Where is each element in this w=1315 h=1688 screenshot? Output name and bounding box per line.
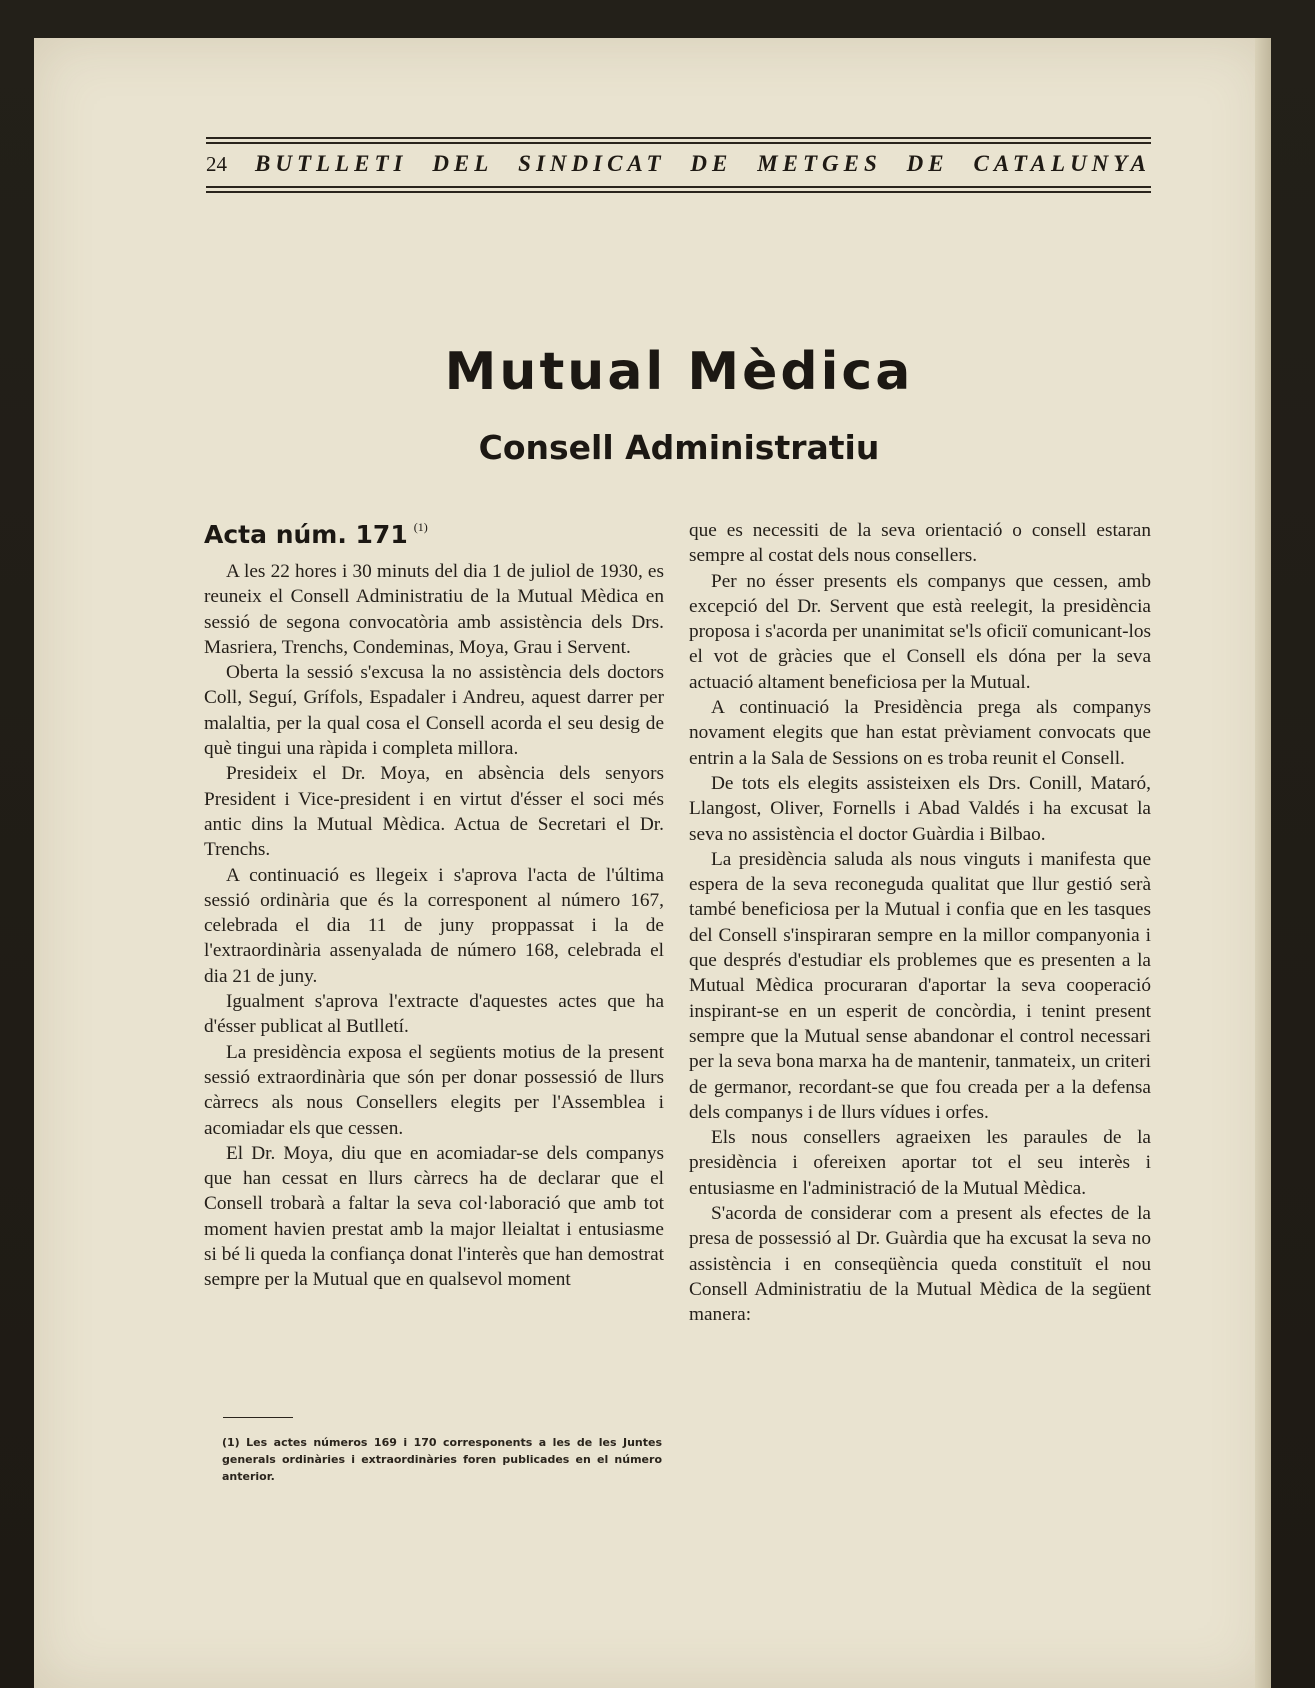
page-edge: [1255, 38, 1271, 1688]
left-column: [204, 520, 664, 1293]
header-rule-bottom-2: [206, 191, 1151, 193]
acta-heading-text: Acta núm. 171: [204, 520, 408, 549]
journal-title-word: DE: [906, 151, 949, 176]
paragraph: Per no ésser presents els companys que cessen, amb excepció del Dr. Servent que està reelegit, la presidència proposa i s'acorda per unanimitat se'ls oficiï comunicant-los el vot de gràcies que el Consell els dóna per la seva actuació altament beneficiosa per la Mutual.: [689, 570, 1151, 693]
footnote: (1) Les actes números 169 i 170 corresponents a les de les Juntes generals ordinàries i extraordinàries foren publicades en el número anterior.: [222, 1436, 662, 1483]
paragraph: S'acorda de considerar com a present als efectes de la presa de possessió al Dr. Guàrdia que ha excusat la seva no assistència i en conseqüència queda constituït el nou Consell Administratiu de la Mutual Mèdica de la següent manera:: [689, 1203, 1151, 1326]
footnote-marker: (1): [413, 520, 428, 534]
journal-title-word: METGES: [757, 151, 882, 176]
paragraph: A continuació es llegeix i s'aprova l'acta de l'última sessió ordinària que és la corresponent al número 167, celebrada el dia 11 de juny proppassat i la de l'extraordinària assenyalada de número 168, celebrada el dia 21 de juny.: [204, 864, 664, 987]
header-rule-bottom-1: [206, 186, 1151, 188]
paragraph: La presidència exposa el següents motius de la present sessió extraordinària que són per donar possessió de llurs càrrecs als nous Consellers elegits per l'Assemblea i acomiadar els que cessen.: [204, 1041, 664, 1139]
journal-title-word: BUTLLETI: [255, 151, 408, 176]
paragraph: A continuació la Presidència prega als companys novament elegits que han estat prèviament convocats que entrin a la Sala de Sessions on es troba reunit el Consell.: [689, 697, 1151, 769]
journal-title-word: DE: [690, 151, 733, 176]
footnote-rule: [223, 1417, 293, 1418]
paragraph-continuation: que es necessiti de la seva orientació o consell estaran sempre al costat dels nous consellers.: [689, 520, 1151, 567]
journal-title-word: CATALUNYA: [973, 151, 1151, 176]
article-title: Mutual Mèdica: [444, 342, 914, 402]
paragraph: Presideix el Dr. Moya, en absència dels senyors President i Vice-president i en virtut d'ésser el soci més antic dins la Mutual Mèdica. Actua de Secretari el Dr. Trenchs.: [204, 763, 664, 861]
paragraph: El Dr. Moya, diu que en acomiadar-se dels companys que han cessat en llurs càrrecs ha de declarar que el Consell trobarà a faltar la seva col·laboració que amb tot moment havien prestat amb la major lleialtat i entusiasme si bé li queda la confiança donat l'interès que han demostrat sempre per la Mutual que en qualsevol moment: [204, 1142, 664, 1291]
paragraph: De tots els elegits assisteixen els Drs. Conill, Mataró, Llangost, Oliver, Fornells i Abad Valdés i ha excusat la seva no assistència el doctor Guàrdia i Bilbao.: [689, 772, 1151, 845]
header-rule-top-1: [206, 137, 1151, 139]
paragraph: Els nous consellers agraeixen les paraules de la presidència i ofereixen aportar tot el seu interès i entusiasme en l'administració de la Mutual Mèdica.: [689, 1127, 1151, 1199]
journal-title: [255, 151, 1151, 177]
paragraph: A les 22 hores i 30 minuts del dia 1 de juliol de 1930, es reuneix el Consell Administratiu de la Mutual Mèdica en sessió de segona convocatòria amb assistència dels Drs. Masriera, Trenchs, Condeminas, Moya, Grau i Servent.: [204, 561, 664, 658]
header-rule-top-2: [206, 142, 1151, 144]
journal-title-word: SINDICAT: [518, 151, 666, 176]
acta-heading: [204, 520, 664, 549]
article-subtitle: Consell Administratiu: [478, 428, 880, 467]
paragraph: Oberta la sessió s'excusa la no assistència dels doctors Coll, Seguí, Grífols, Espadaler i Andreu, aquest darrer per malaltia, per la qual cosa el Consell acorda el seu desig de què tingui una ràpida i completa millora.: [204, 662, 664, 760]
journal-title-word: DEL: [432, 151, 494, 176]
running-header: [206, 147, 1151, 181]
right-column: [689, 518, 1151, 1328]
paragraph: La presidència saluda als nous vinguts i manifesta que espera de la seva reconeguda qualitat que llur gestió serà també beneficiosa per la Mutual i confia que en les tasques del Consell s'inspiraran sempre en la millor companyonia i que després d'estudiar els problemes que es presenten a la Mutual Mèdica procuraran d'aportar la seva cooperació inspirant-se en un esperit de concòrdia, i tenint present sempre que la Mutual sense abandonar el control necessari per la seva bona marxa ha de mantenir, tanmateix, un criteri de germanor, recordant-se que fou creada per a la defensa dels companys i de llurs vídues i orfes.: [689, 848, 1151, 1123]
paragraph: Igualment s'aprova l'extracte d'aquestes actes que ha d'ésser publicat al Butlletí.: [204, 991, 664, 1038]
page-number: 24: [206, 151, 227, 176]
